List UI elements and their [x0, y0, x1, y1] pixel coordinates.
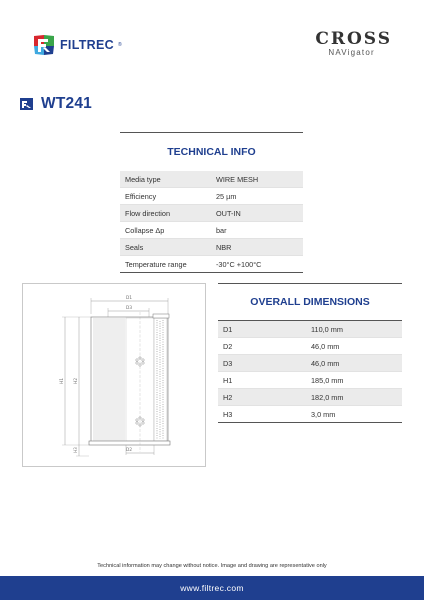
- table-row: [120, 188, 303, 205]
- brand-logo: [32, 34, 122, 56]
- dimensions-title: OVERALL DIMENSIONS: [250, 296, 370, 308]
- technical-drawing: [23, 284, 205, 466]
- spec-value: NBR: [211, 239, 303, 256]
- spec-value: WIRE MESH: [211, 171, 303, 188]
- dimension-label: H2: [218, 389, 306, 406]
- dim-label-d1: D1: [125, 296, 133, 301]
- dim-label-h1: H1: [60, 377, 65, 385]
- spec-value: -30°C +100°C: [211, 256, 303, 273]
- tech-info-title: TECHNICAL INFO: [167, 146, 256, 158]
- brand-name: FILTREC: [60, 38, 114, 52]
- dimensions-table: [218, 320, 402, 423]
- tech-info-table: [120, 171, 303, 273]
- spec-label: Seals: [120, 239, 211, 256]
- dimensions-divider: [218, 283, 402, 284]
- table-row: [218, 338, 402, 355]
- spec-label: Collapse Δp: [120, 222, 211, 239]
- dimension-label: D1: [218, 321, 306, 338]
- table-row: [218, 355, 402, 372]
- disclaimer-text: Technical information may change without notice. Image and drawing are representative only: [97, 563, 327, 569]
- dimension-label: D3: [218, 355, 306, 372]
- table-row: [120, 256, 303, 273]
- dim-label-d2: D2: [125, 448, 133, 453]
- spec-value: 25 µm: [211, 188, 303, 205]
- dim-label-d3: D3: [125, 306, 133, 311]
- website-link[interactable]: www.filtrec.com: [180, 583, 244, 593]
- dimension-label: H3: [218, 406, 306, 423]
- table-row: [120, 171, 303, 188]
- dimension-label: H1: [218, 372, 306, 389]
- crossnavigator-logo: [315, 31, 392, 57]
- partner-logo-bottom: NAVigator: [328, 48, 375, 57]
- registered-mark: ®: [117, 42, 122, 48]
- table-row: [120, 222, 303, 239]
- tech-info-divider: [120, 132, 303, 133]
- dim-label-h2: H2: [74, 377, 79, 385]
- spec-label: Media type: [120, 171, 211, 188]
- dimension-value: 110,0 mm: [306, 321, 402, 338]
- dimension-value: 46,0 mm: [306, 355, 402, 372]
- table-row: [218, 372, 402, 389]
- dimension-label: D2: [218, 338, 306, 355]
- table-row: [218, 389, 402, 406]
- partner-logo-top: CROSS: [315, 29, 392, 49]
- spec-label: Flow direction: [120, 205, 211, 222]
- dim-label-h3: H3: [73, 447, 78, 453]
- product-code: WT241: [41, 95, 92, 112]
- product-heading: [20, 95, 92, 113]
- spec-value: bar: [211, 222, 303, 239]
- dimension-value: 46,0 mm: [306, 338, 402, 355]
- table-row: [120, 205, 303, 222]
- technical-drawing-frame: [22, 283, 206, 467]
- spec-label: Temperature range: [120, 256, 211, 273]
- dimension-value: 185,0 mm: [306, 372, 402, 389]
- table-row: [218, 321, 402, 338]
- table-row: [120, 239, 303, 256]
- table-row: [218, 406, 402, 423]
- filter-product-icon: [20, 98, 33, 110]
- spec-label: Efficiency: [120, 188, 211, 205]
- filtrec-logo-icon: [32, 34, 56, 56]
- spec-value: OUT-IN: [211, 205, 303, 222]
- dimension-value: 182,0 mm: [306, 389, 402, 406]
- dimension-value: 3,0 mm: [306, 406, 402, 423]
